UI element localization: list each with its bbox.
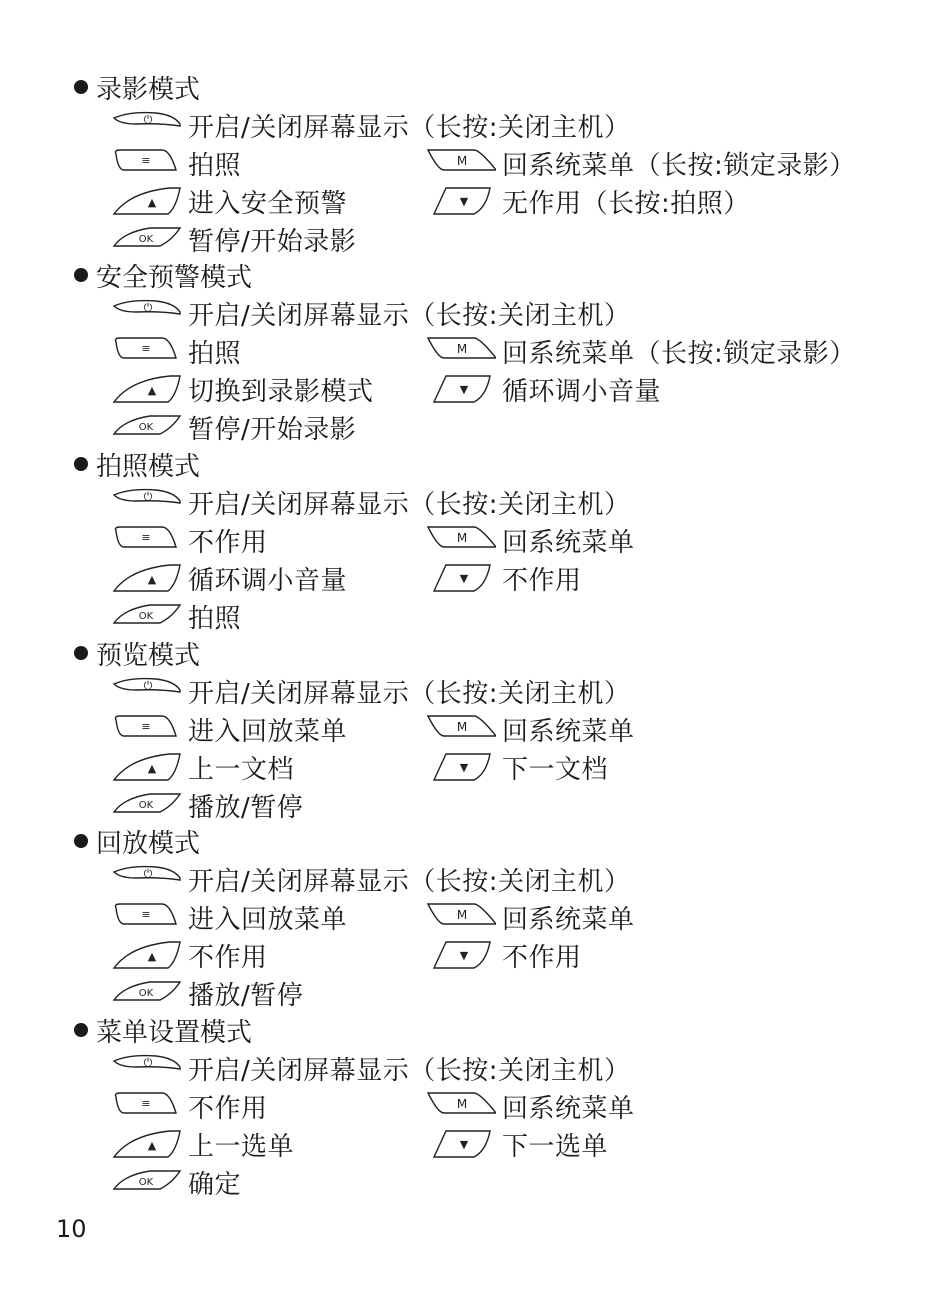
menu-button-icon-glyph: ≡ <box>141 531 151 544</box>
mode-button-icon-glyph: M <box>456 531 468 545</box>
power-button-icon <box>110 1051 182 1085</box>
down-button-icon <box>424 1127 496 1161</box>
power-button-icon <box>110 485 182 519</box>
down-button-icon <box>424 372 496 406</box>
down-key-function: 不作用 <box>502 942 582 973</box>
mode-key-function: 回系统菜单 <box>502 904 635 935</box>
ok-key-function-row <box>110 410 356 444</box>
up-button-icon <box>110 750 182 784</box>
power-button-icon <box>110 108 182 142</box>
down-button-icon <box>424 561 496 595</box>
up-key-function: 上一选单 <box>188 1131 295 1162</box>
menu-button-icon <box>110 900 182 934</box>
bullet-icon <box>74 80 88 94</box>
ok-key-function: 确定 <box>188 1169 242 1200</box>
menu-key-function: 拍照 <box>188 150 242 181</box>
bullet-icon <box>74 268 88 282</box>
ok-button-icon-glyph: OK <box>138 234 154 245</box>
power-button-icon-glyph: ⏻ <box>143 301 153 314</box>
mode-key-function: 回系统菜单（长按:锁定录影） <box>502 338 856 369</box>
ok-button-icon-glyph: OK <box>138 988 154 999</box>
ok-key-function-row <box>110 599 241 633</box>
menu-button-icon-glyph: ≡ <box>141 1097 151 1110</box>
power-key-function: 开启/关闭屏幕显示（长按:关闭主机） <box>188 112 631 143</box>
power-button-icon-glyph: ⏻ <box>143 113 153 126</box>
down-button-icon-glyph: ▼ <box>459 761 469 774</box>
section-title: 预览模式 <box>96 640 201 671</box>
menu-key-function: 不作用 <box>188 527 268 558</box>
mode-key-function: 回系统菜单 <box>502 716 635 747</box>
mode-key-function: 回系统菜单 <box>502 1093 635 1124</box>
down-key-function-row <box>424 1127 608 1161</box>
menu-key-function: 拍照 <box>188 338 242 369</box>
up-button-icon-glyph: ▲ <box>147 196 157 209</box>
mode-key-function: 回系统菜单（长按:锁定录影） <box>502 150 856 181</box>
down-button-icon-glyph: ▼ <box>459 383 469 396</box>
down-button-icon <box>424 750 496 784</box>
power-key-function-row <box>110 1051 631 1085</box>
mode-button-icon-glyph: M <box>456 720 468 734</box>
down-button-icon-glyph: ▼ <box>459 1138 469 1151</box>
mode-button-icon <box>424 334 496 368</box>
mode-key-function-row <box>424 523 635 557</box>
power-key-function-row <box>110 862 631 896</box>
menu-key-function: 进入回放菜单 <box>188 716 348 747</box>
power-button-icon-glyph: ⏻ <box>143 679 153 692</box>
mode-button-icon-glyph: M <box>456 1097 468 1111</box>
menu-button-icon <box>110 712 182 746</box>
up-key-function-row <box>110 938 268 972</box>
mode-button-icon <box>424 712 496 746</box>
up-button-icon <box>110 561 182 595</box>
menu-button-icon-glyph: ≡ <box>141 908 151 921</box>
menu-key-function-row <box>110 900 347 934</box>
ok-button-icon <box>110 599 182 633</box>
down-button-icon <box>424 938 496 972</box>
ok-key-function: 播放/暂停 <box>188 980 304 1011</box>
section-title: 菜单设置模式 <box>96 1017 253 1048</box>
section-heading <box>74 636 200 670</box>
section-heading <box>74 824 200 858</box>
mode-button-icon <box>424 900 496 934</box>
power-key-function-row <box>110 674 631 708</box>
down-key-function: 无作用（长按:拍照） <box>502 188 750 219</box>
power-key-function: 开启/关闭屏幕显示（长按:关闭主机） <box>188 866 631 897</box>
down-key-function: 循环调小音量 <box>502 376 662 407</box>
down-key-function: 下一选单 <box>502 1131 609 1162</box>
mode-key-function-row <box>424 146 856 180</box>
ok-button-icon <box>110 788 182 822</box>
mode-button-icon-glyph: M <box>456 908 468 922</box>
up-key-function-row <box>110 372 374 406</box>
menu-button-icon <box>110 146 182 180</box>
ok-button-icon <box>110 410 182 444</box>
ok-key-function-row <box>110 976 303 1010</box>
mode-button-icon <box>424 1089 496 1123</box>
menu-button-icon-glyph: ≡ <box>141 154 151 167</box>
ok-button-icon <box>110 976 182 1010</box>
up-button-icon-glyph: ▲ <box>147 1139 157 1152</box>
power-key-function: 开启/关闭屏幕显示（长按:关闭主机） <box>188 300 631 331</box>
down-key-function: 不作用 <box>502 565 582 596</box>
bullet-icon <box>74 646 88 660</box>
down-key-function-row <box>424 372 661 406</box>
up-key-function: 不作用 <box>188 942 268 973</box>
menu-button-icon-glyph: ≡ <box>141 342 151 355</box>
bullet-icon <box>74 457 88 471</box>
ok-button-icon-glyph: OK <box>138 422 154 433</box>
power-key-function: 开启/关闭屏幕显示（长按:关闭主机） <box>188 678 631 709</box>
ok-key-function: 拍照 <box>188 603 242 634</box>
down-key-function: 下一文档 <box>502 754 609 785</box>
up-button-icon-glyph: ▲ <box>147 384 157 397</box>
section-heading <box>74 1013 252 1047</box>
ok-key-function: 播放/暂停 <box>188 792 304 823</box>
menu-key-function: 不作用 <box>188 1093 268 1124</box>
power-button-icon-glyph: ⏻ <box>143 867 153 880</box>
down-button-icon-glyph: ▼ <box>459 572 469 585</box>
down-key-function-row <box>424 561 582 595</box>
ok-button-icon <box>110 1165 182 1199</box>
up-button-icon-glyph: ▲ <box>147 950 157 963</box>
down-key-function-row <box>424 184 750 218</box>
power-key-function: 开启/关闭屏幕显示（长按:关闭主机） <box>188 489 631 520</box>
section-heading <box>74 258 252 292</box>
menu-button-icon <box>110 523 182 557</box>
ok-key-function: 暂停/开始录影 <box>188 226 357 257</box>
section-heading <box>74 70 200 104</box>
mode-key-function-row <box>424 900 635 934</box>
down-key-function-row <box>424 750 608 784</box>
mode-key-function-row <box>424 334 856 368</box>
menu-key-function-row <box>110 146 241 180</box>
ok-key-function: 暂停/开始录影 <box>188 414 357 445</box>
up-button-icon <box>110 372 182 406</box>
power-button-icon-glyph: ⏻ <box>143 1056 153 1069</box>
power-button-icon-glyph: ⏻ <box>143 490 153 503</box>
section-title: 安全预警模式 <box>96 262 253 293</box>
up-button-icon <box>110 184 182 218</box>
menu-key-function-row <box>110 712 347 746</box>
section-heading <box>74 447 200 481</box>
section-title: 回放模式 <box>96 828 201 859</box>
down-button-icon-glyph: ▼ <box>459 949 469 962</box>
ok-button-icon-glyph: OK <box>138 611 154 622</box>
up-key-function-row <box>110 561 347 595</box>
bullet-icon <box>74 1023 88 1037</box>
up-button-icon <box>110 1127 182 1161</box>
ok-key-function-row <box>110 222 356 256</box>
section-title: 录影模式 <box>96 74 201 105</box>
up-button-icon <box>110 938 182 972</box>
up-button-icon-glyph: ▲ <box>147 573 157 586</box>
ok-button-icon-glyph: OK <box>138 1177 154 1188</box>
mode-button-icon-glyph: M <box>456 342 468 356</box>
page-number: 10 <box>56 1215 87 1243</box>
power-button-icon <box>110 674 182 708</box>
mode-button-icon <box>424 523 496 557</box>
menu-key-function: 进入回放菜单 <box>188 904 348 935</box>
power-button-icon <box>110 296 182 330</box>
mode-button-icon <box>424 146 496 180</box>
down-button-icon <box>424 184 496 218</box>
menu-key-function-row <box>110 523 268 557</box>
power-key-function-row <box>110 485 631 519</box>
ok-button-icon <box>110 222 182 256</box>
menu-button-icon-glyph: ≡ <box>141 720 151 733</box>
menu-key-function-row <box>110 334 241 368</box>
ok-key-function-row <box>110 1165 241 1199</box>
mode-button-icon-glyph: M <box>456 154 468 168</box>
up-key-function-row <box>110 1127 294 1161</box>
bullet-icon <box>74 834 88 848</box>
mode-key-function: 回系统菜单 <box>502 527 635 558</box>
up-key-function: 循环调小音量 <box>188 565 348 596</box>
ok-button-icon-glyph: OK <box>138 800 154 811</box>
down-button-icon-glyph: ▼ <box>459 195 469 208</box>
power-key-function-row <box>110 296 631 330</box>
up-key-function: 切换到录影模式 <box>188 376 374 407</box>
mode-key-function-row <box>424 712 635 746</box>
up-key-function-row <box>110 184 347 218</box>
menu-button-icon <box>110 1089 182 1123</box>
power-key-function: 开启/关闭屏幕显示（长按:关闭主机） <box>188 1055 631 1086</box>
menu-key-function-row <box>110 1089 268 1123</box>
menu-button-icon <box>110 334 182 368</box>
up-key-function: 上一文档 <box>188 754 295 785</box>
power-button-icon <box>110 862 182 896</box>
up-key-function: 进入安全预警 <box>188 188 348 219</box>
section-title: 拍照模式 <box>96 451 201 482</box>
down-key-function-row <box>424 938 582 972</box>
mode-key-function-row <box>424 1089 635 1123</box>
up-key-function-row <box>110 750 294 784</box>
up-button-icon-glyph: ▲ <box>147 762 157 775</box>
power-key-function-row <box>110 108 631 142</box>
ok-key-function-row <box>110 788 303 822</box>
